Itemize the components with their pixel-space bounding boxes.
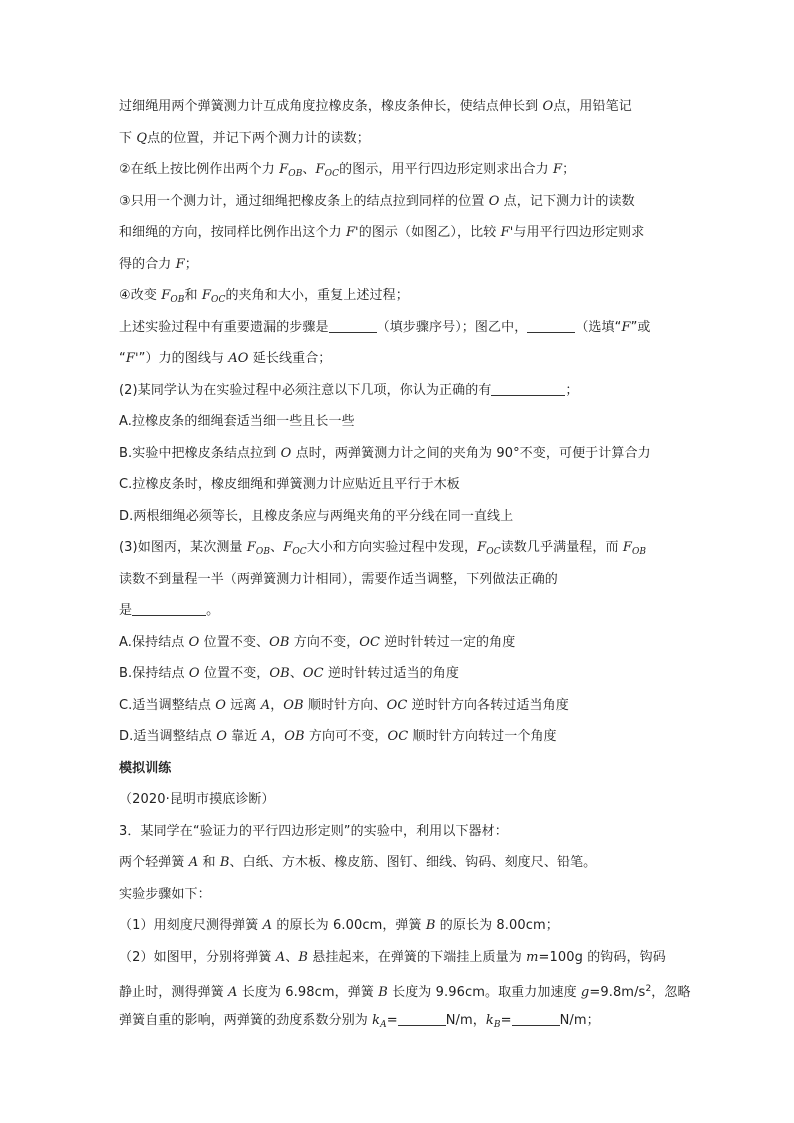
subscript: OC (292, 547, 307, 557)
text-run: 点的位置，并记下两个测力计的读数； (147, 130, 370, 146)
text-run: 延长线重合； (248, 351, 332, 366)
text-run: D.适当调整结点 (119, 729, 217, 744)
math-symbol: B (425, 918, 436, 933)
text-run: C.适当调整结点 (119, 697, 216, 713)
text-run: 静止时，测得弹簧 (119, 985, 229, 1000)
text-line (119, 380, 679, 412)
text-run: 点，记下测力计的读数 (499, 193, 635, 209)
answer-blank (527, 318, 575, 333)
math-symbol: OC (302, 666, 324, 681)
text-run: ，忽略 (651, 985, 691, 1000)
subscript: A (380, 1019, 387, 1030)
math-symbol: O (188, 634, 200, 650)
math-symbol: O (280, 445, 292, 461)
text-line (119, 159, 679, 191)
text-line (119, 978, 691, 1010)
text-run: N/m， (445, 1012, 486, 1028)
math-symbol: O (188, 666, 200, 681)
text-run: ； (184, 256, 198, 272)
math-symbol: F (201, 288, 211, 303)
answer-blank (398, 1011, 446, 1026)
text-run: 、 (285, 949, 299, 965)
text-run: 的原长为 8.00cm； (435, 918, 559, 933)
math-symbol: O (216, 729, 227, 744)
text-run: （2）如图甲，分别将弹簧 (119, 949, 276, 965)
text-line (119, 443, 679, 475)
text-run: =9.8m/s (589, 985, 646, 1000)
text-line (119, 600, 679, 632)
superscript: 2 (645, 984, 652, 994)
math-symbol: F' (500, 225, 514, 240)
math-symbol: A (262, 918, 273, 933)
text-line (119, 915, 679, 947)
text-run: 的原长为 6.00cm，弹簧 (272, 918, 426, 933)
text-run: ③只用一个测力计，通过细绳把橡皮条上的结点拉到同样的位置 (119, 193, 489, 209)
text-line (119, 663, 679, 695)
text-line (119, 789, 679, 821)
text-line (119, 821, 679, 853)
text-run: 模拟训练 (119, 760, 172, 776)
subscript: OB (288, 169, 303, 179)
text-run: 方向不变， (289, 634, 360, 650)
text-run: (3)如图丙，某次测量 (119, 540, 247, 555)
answer-blank (329, 318, 377, 333)
subscript: OC (210, 295, 226, 305)
text-run: A.拉橡皮条的细绳套适当细一些且长一些 (119, 414, 355, 429)
text-line (119, 474, 679, 506)
text-run: 和 (198, 855, 220, 870)
text-run: （填步骤序号）；图乙中， (376, 319, 528, 335)
math-symbol: OC (359, 634, 381, 650)
text-run: ； (562, 162, 576, 177)
math-symbol: k (485, 1012, 494, 1028)
math-symbol: F (175, 256, 185, 272)
text-run: ②在纸上按比例作出两个力 (119, 162, 280, 177)
text-run: D.两根细绳必须等长，且橡皮条应与两绳夹角的平分线在同一直线上 (119, 508, 514, 524)
text-run: C.拉橡皮条时，橡皮细绳和弹簧测力计应贴近且平行于木板 (119, 477, 460, 492)
math-symbol: F (552, 162, 563, 177)
text-run: （选填“ (575, 319, 622, 335)
answer-blank (491, 381, 565, 396)
subscript: OC (324, 169, 340, 179)
text-line (119, 632, 679, 664)
text-run: ； (565, 382, 579, 398)
math-symbol: OC (386, 697, 408, 713)
text-line (119, 222, 679, 254)
text-line (119, 411, 679, 443)
text-run: 位置不变， (199, 666, 270, 681)
math-symbol: O (488, 193, 500, 209)
answer-blank (132, 601, 206, 616)
text-run: 、白纸、方木板、橡皮筋、图钉、细线、钩码、刻度尺、铅笔。 (229, 855, 597, 870)
text-run: 大小和方向实验过程中发现， (306, 540, 478, 555)
text-run: 的图示（如图乙），比较 (358, 225, 501, 240)
text-run: 、 (302, 162, 316, 177)
math-symbol: F (622, 540, 632, 555)
text-run: 3．某同学在“验证力的平行四边形定则”的实验中，利用以下器材： (119, 823, 508, 839)
text-run: 、 (270, 540, 284, 555)
text-run: B.保持结点 (119, 666, 189, 681)
text-run: 逆时针转过一定的角度 (380, 634, 516, 650)
text-line (119, 852, 679, 884)
text-line (119, 695, 679, 727)
text-run: = (386, 1012, 398, 1028)
subscript: OC (486, 547, 501, 557)
text-run: 顺时针方向转过一个角度 (408, 729, 557, 744)
text-run: 远离 (226, 697, 261, 713)
subscript: OB (255, 547, 271, 557)
text-line (119, 128, 679, 160)
text-line (119, 1010, 679, 1042)
math-symbol: F (279, 162, 289, 177)
text-run: 点，用铅笔记 (553, 99, 632, 114)
math-symbol: F' (345, 225, 359, 240)
math-symbol: Q (136, 130, 148, 146)
math-symbol: F (315, 162, 325, 177)
math-symbol: F (621, 319, 631, 335)
text-run: 实验步骤如下： (119, 886, 211, 902)
text-run: 、 (289, 666, 303, 681)
text-run: 的图示，用平行四边形定则求出合力 (339, 162, 553, 177)
math-symbol: OC (387, 729, 409, 744)
subscript: OB (170, 295, 185, 305)
text-run: ， (271, 729, 285, 744)
math-symbol: F (477, 540, 487, 555)
text-run: 的夹角和大小，重复上述过程； (225, 288, 409, 303)
text-line (119, 726, 679, 758)
math-symbol: m (526, 949, 539, 965)
text-run: 点时，两弹簧测力计之间的夹角为 90°不变，可便于计算合力 (291, 445, 651, 461)
text-run: 位置不变、 (199, 634, 270, 650)
text-run: =100g 的钩码，钩码 (538, 949, 666, 965)
text-run: 弹簧自重的影响，两弹簧的劲度系数分别为 (119, 1012, 373, 1028)
math-symbol: F (161, 288, 171, 303)
math-symbol: OB (269, 634, 290, 650)
text-run: N/m； (559, 1012, 600, 1028)
text-run: 方向可不变， (304, 729, 388, 744)
text-run: 靠近 (226, 729, 262, 744)
text-run: 是 (119, 603, 133, 618)
math-symbol: F' (125, 351, 139, 366)
math-symbol: B (219, 855, 230, 870)
text-run: A.保持结点 (119, 634, 189, 650)
text-run: 和细绳的方向，按同样比例作出这个力 (119, 225, 346, 240)
text-run: “ (119, 351, 126, 366)
math-symbol: AO (228, 351, 249, 366)
math-symbol: OB (269, 666, 290, 681)
text-line (119, 191, 679, 223)
text-run: （1）用刻度尺测得弹簧 (119, 918, 263, 933)
document-page (119, 96, 691, 1041)
text-run: 上述实验过程中有重要遗漏的步骤是 (119, 319, 329, 335)
text-run: 与用平行四边形定则求 (513, 225, 645, 240)
math-symbol: F (283, 540, 293, 555)
math-symbol: A (275, 949, 286, 965)
text-run: 长度为 9.96cm。取重力加速度 (387, 985, 581, 1000)
math-symbol: OB (284, 729, 305, 744)
text-line (119, 96, 679, 128)
text-line (119, 537, 679, 569)
text-run: 。 (206, 603, 220, 618)
math-symbol: g (580, 985, 590, 1000)
section-heading (119, 758, 679, 790)
text-run: (2)某同学认为在实验过程中必须注意以下几项，你认为正确的有 (119, 382, 492, 398)
math-symbol: B (298, 949, 308, 965)
text-run: 读数不到量程一半（两弹簧测力计相同），需要作适当调整，下列做法正确的 (119, 571, 558, 587)
text-run: 得的合力 (119, 256, 176, 272)
text-run: 逆时针方向各转过适当角度 (407, 697, 569, 713)
text-line (119, 506, 679, 538)
subscript: OB (631, 547, 647, 557)
text-run: 顺时针方向、 (303, 697, 387, 713)
text-run: B.实验中把橡皮条结点拉到 (119, 445, 281, 461)
text-run: 逆时针转过适当的角度 (323, 666, 459, 681)
answer-blank (512, 1011, 560, 1026)
text-line (119, 947, 679, 979)
text-run: （2020·昆明市摸底诊断） (119, 792, 275, 807)
math-symbol: F (246, 540, 256, 555)
text-run: ”）力的图线与 (138, 351, 229, 366)
text-run: ④改变 (119, 288, 162, 303)
text-run: 悬挂起来，在弹簧的下端挂上质量为 (307, 949, 527, 965)
math-symbol: A (261, 729, 272, 744)
math-symbol: A (260, 697, 271, 713)
text-run: 过细绳用两个弹簧测力计互成角度拉橡皮条，橡皮条伸长，使结点伸长到 (119, 99, 543, 114)
text-run: 两个轻弹簧 (119, 855, 189, 870)
math-symbol: A (188, 855, 199, 870)
math-symbol: k (372, 1012, 381, 1028)
text-run: 长度为 6.98cm，弹簧 (237, 985, 379, 1000)
text-line (119, 569, 679, 601)
text-run: 读数几乎满量程，而 (500, 540, 623, 555)
text-run: ”或 (630, 319, 651, 335)
math-symbol: O (215, 697, 227, 713)
text-run: = (500, 1012, 512, 1028)
math-symbol: OB (283, 697, 304, 713)
math-symbol: B (378, 985, 388, 1000)
math-symbol: A (228, 985, 238, 1000)
math-symbol: O (542, 99, 554, 114)
text-line (119, 285, 679, 317)
text-run: ， (270, 697, 284, 713)
subscript: B (493, 1019, 501, 1030)
text-line (119, 348, 679, 380)
text-line (119, 317, 679, 349)
text-run: 下 (119, 130, 137, 146)
text-line (119, 884, 679, 916)
text-line (119, 254, 679, 286)
text-run: 和 (184, 288, 202, 303)
